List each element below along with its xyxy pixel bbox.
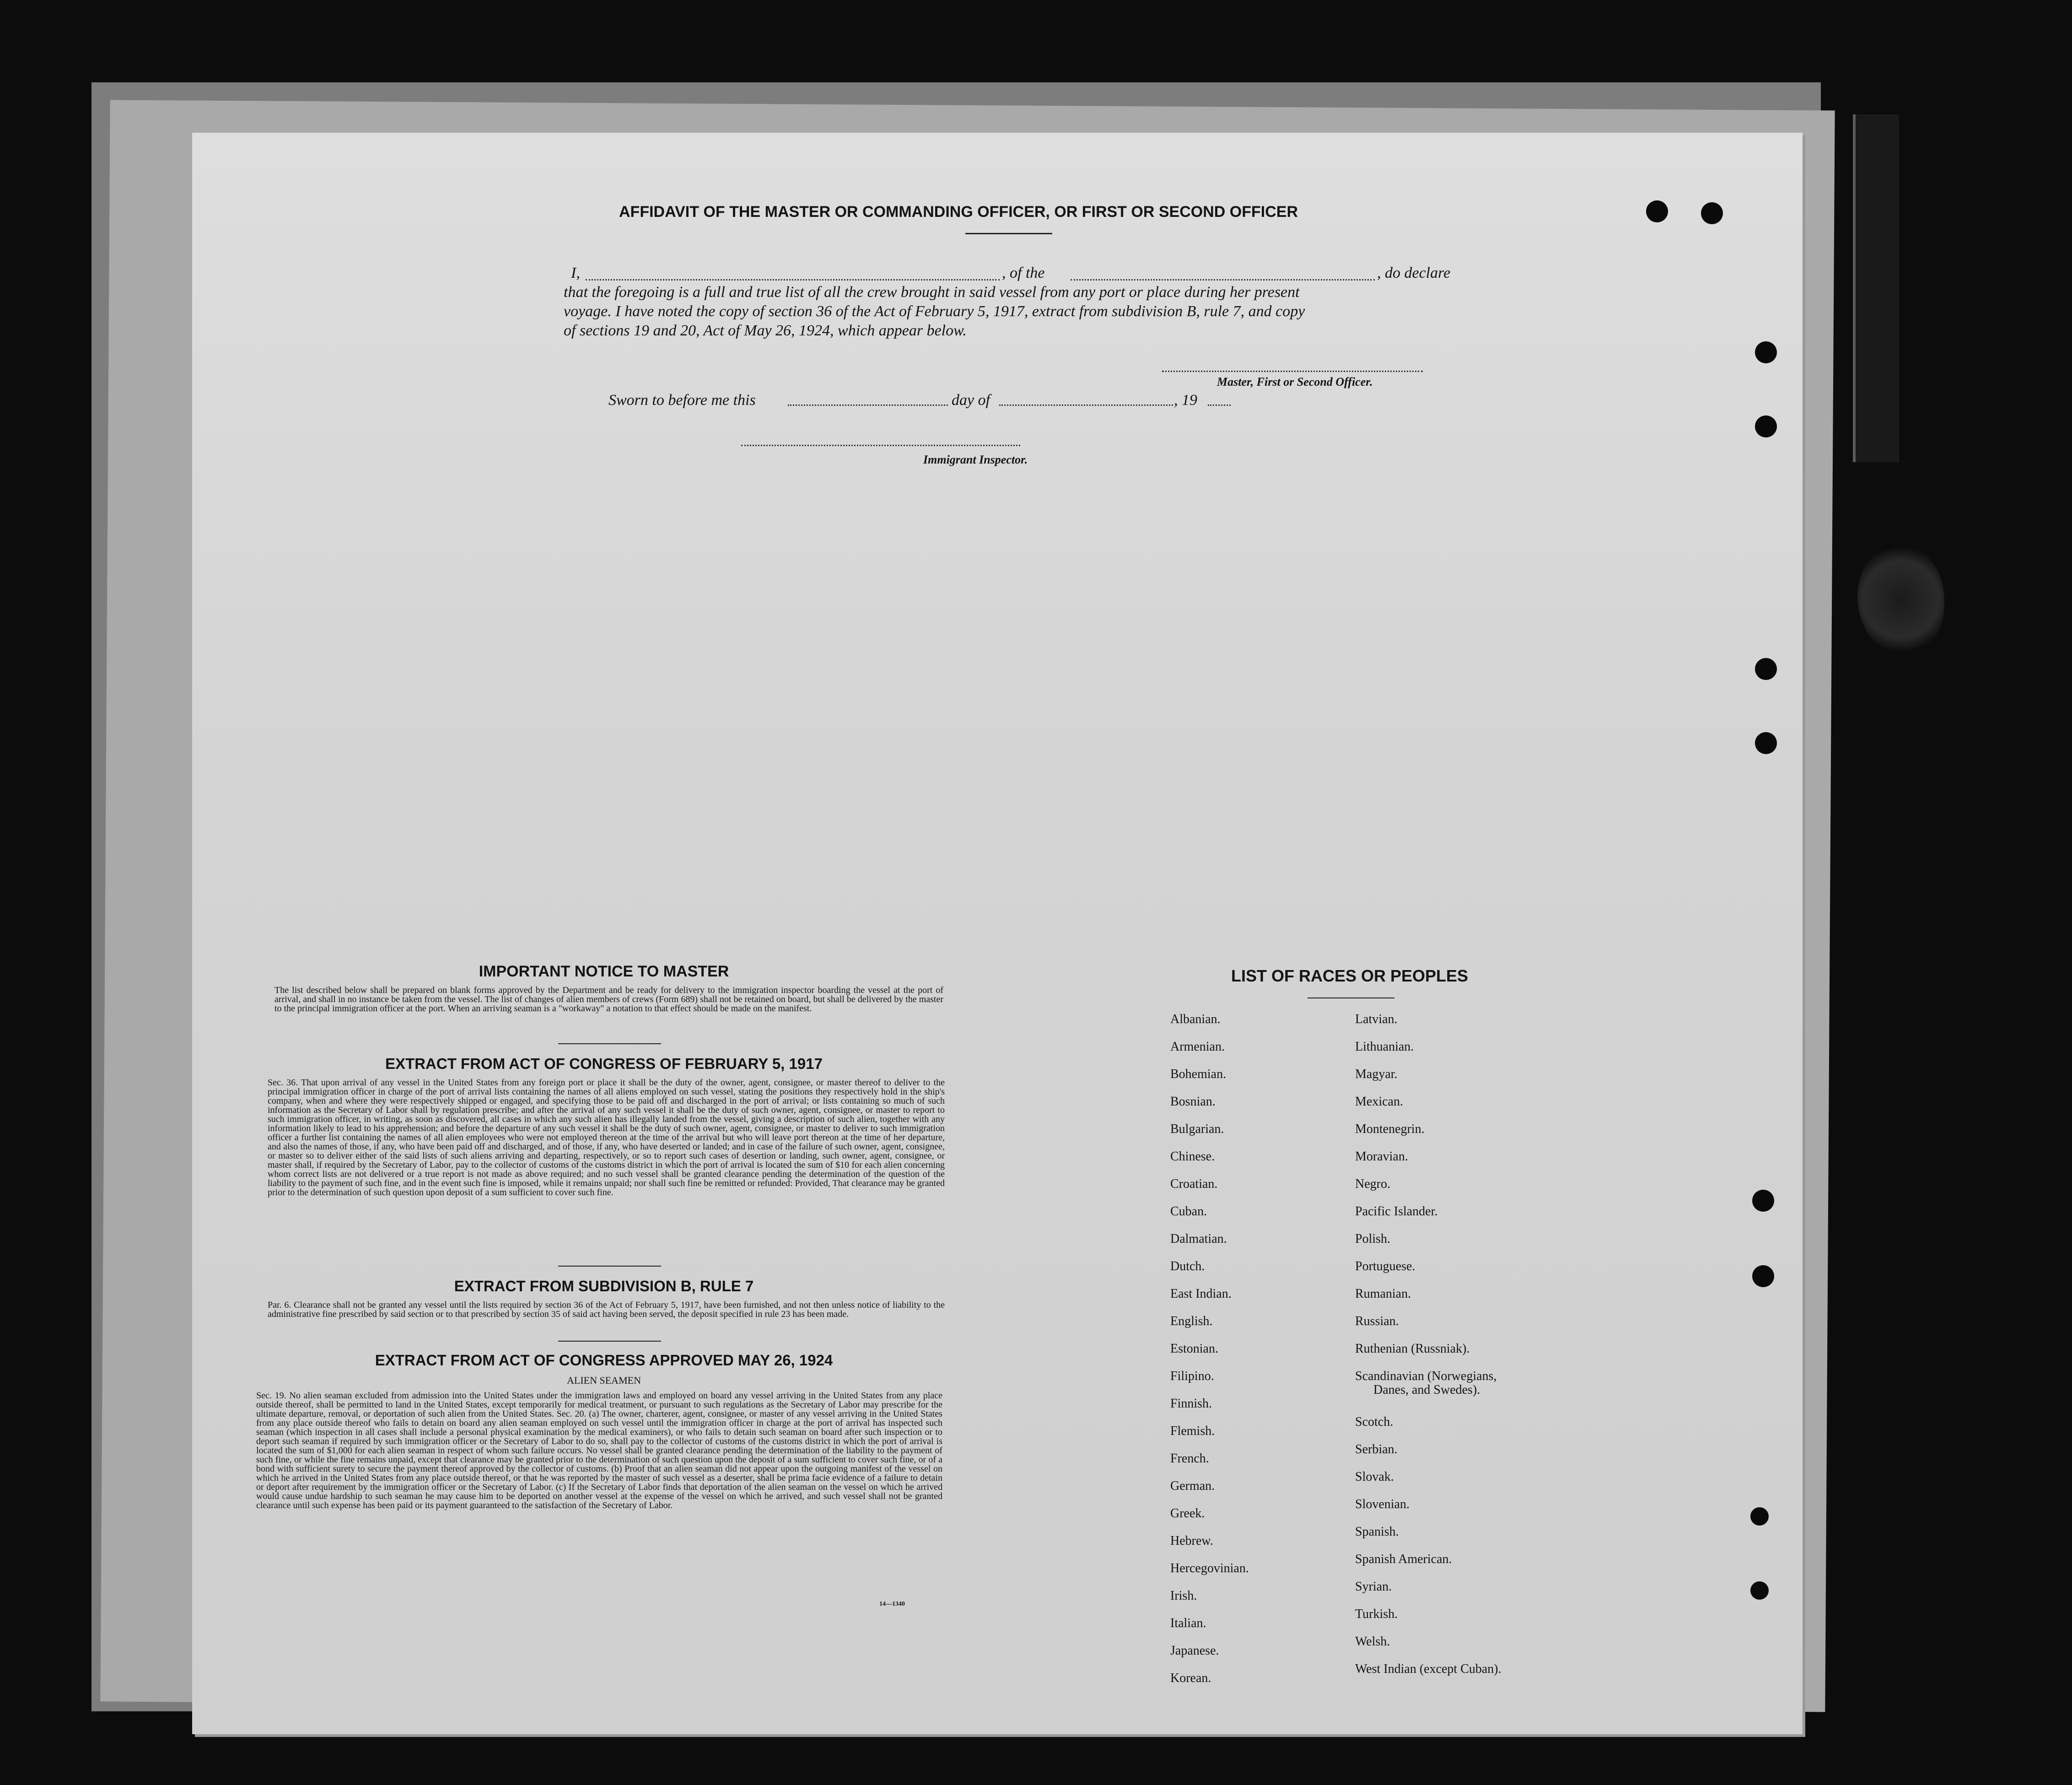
race-item: English. (1170, 1314, 1213, 1328)
race-item: Pacific Islander. (1355, 1204, 1438, 1219)
inspector-signature-line[interactable] (741, 436, 1020, 446)
race-item: Scandinavian (Norwegians, (1355, 1369, 1497, 1383)
race-item: Irish. (1170, 1589, 1197, 1603)
race-item: Negro. (1355, 1177, 1390, 1191)
race-item: Slovak. (1355, 1470, 1394, 1484)
race-item: Syrian. (1355, 1580, 1392, 1594)
vessel-blank-field[interactable] (1071, 266, 1375, 280)
punch-hole (1752, 1265, 1774, 1287)
race-item: Flemish. (1170, 1424, 1215, 1438)
race-item: Korean. (1170, 1671, 1211, 1685)
race-item: Finnish. (1170, 1397, 1212, 1411)
race-item: Serbian. (1355, 1442, 1398, 1456)
race-item: Estonian. (1170, 1342, 1218, 1356)
race-item: Chinese. (1170, 1149, 1215, 1164)
extract-rule7-title: EXTRACT FROM SUBDIVISION B, RULE 7 (454, 1278, 754, 1294)
punch-hole (1752, 1190, 1774, 1212)
races-right-column (1355, 1012, 1502, 1689)
punch-hole (1755, 341, 1777, 363)
extract-1917-text: Sec. 36. That upon arrival of any vessel in the United States from any foreign port or place it shall be the duty of the owner, agent, consignee, or master thereof to deliver to the principal immigration officer in charge of the port of arrival lists containing the names of all aliens employed on such vessel, stating the positions they respectively hold in the ship's company, when and where they were respectively shipped or engaged, and specifying those to be paid off and discharged in the port of arrival; or lists containing so much of such information as the Secretary of Labor shall by regulation prescribe; and after the arrival of any such vessel it shall be the duty of such owner, agent, consignee, or master to report to such immigration officer, in writing, as soon as discovered, all cases in which any such alien has illegally landed from the vessel, giving a description of such alien, together with any information likely to lead to his apprehension; and before the departure of any such vessel it shall be the duty of such owner, agent, consignee, or master to deliver to such immigration officer a further list containing the names of all alien employees who were not employed thereon at the time of the arrival but who will leave port thereon at the time of her departure, and also the names of those, if any, who have been paid off and discharged, and of those, if any, who have deserted or landed; and in case of the failure of such owner, agent, consignee, or master so to deliver either of the said lists of such aliens arriving and departing, respectively, or so to report such cases of desertion or landing, such owner, agent, consignee, or master shall, if required by the Secretary of Labor, pay to the collector of customs of the customs district in which the port of arrival is located the sum of $10 for each alien concerning whom correct lists are not delivered or a true report is not made as above required; and no such vessel shall be granted clearance pending the determination of the question of the liability to the payment of such fine, and in the event such fine is imposed, while it remains unpaid; nor shall such fine be remitted or refunded: Provided, That clearance may be granted prior to the determination of such question upon deposit of a sum sufficient to cover such fine. (268, 1078, 945, 1197)
race-item: Turkish. (1355, 1607, 1398, 1621)
punch-hole (1701, 202, 1723, 224)
race-item: Magyar. (1355, 1067, 1398, 1081)
master-label: Master, First or Second Officer. (1217, 375, 1373, 388)
race-item: Slovenian. (1355, 1497, 1410, 1511)
race-item: Mexican. (1355, 1095, 1403, 1109)
form-number: 14—1340 (879, 1601, 905, 1607)
race-item: Filipino. (1170, 1369, 1214, 1383)
race-item: Bulgarian. (1170, 1122, 1224, 1136)
ink-stain (1857, 545, 1944, 654)
race-item: Dalmatian. (1170, 1232, 1227, 1246)
sworn-start: Sworn to before me this (608, 392, 756, 409)
sworn-end: , 19 (1174, 392, 1197, 409)
punch-hole (1750, 1581, 1769, 1600)
race-item: Greek. (1170, 1506, 1205, 1521)
race-item: Albanian. (1170, 1012, 1221, 1026)
race-item: Polish. (1355, 1232, 1391, 1246)
race-item: Croatian. (1170, 1177, 1218, 1191)
race-item: Hercegovinian. (1170, 1561, 1249, 1575)
sworn-mid: day of (952, 392, 990, 409)
race-item: Portuguese. (1355, 1259, 1415, 1273)
race-item: Armenian. (1170, 1040, 1225, 1054)
extract-1917-title: EXTRACT FROM ACT OF CONGRESS OF FEBRUARY 5, 1917 (385, 1055, 823, 1072)
race-item: Italian. (1170, 1616, 1206, 1630)
notice-text: The list described below shall be prepared on blank forms approved by the Department and be ready for delivery to the immigration inspector boarding the vessel at the port of arrival, and shall in no instance be taken from the vessel. The list of changes of alien members of crews (Form 689) shall not be retained on board, but shall be delivered by the master to the principal immigration officer at the port. When an arriving seaman is a "workaway" a notation to that effect should be made on the manifest. (274, 985, 943, 1014)
sworn-month-field[interactable] (999, 394, 1173, 406)
name-blank-field[interactable] (586, 266, 1000, 280)
race-item: Hebrew. (1170, 1534, 1213, 1548)
race-item: French. (1170, 1451, 1209, 1466)
divider (558, 1341, 661, 1342)
race-item-continued: Danes, and Swedes). (1373, 1383, 1480, 1397)
extract-1924-title: EXTRACT FROM ACT OF CONGRESS APPROVED MAY 26, 1924 (375, 1352, 833, 1369)
master-signature-line[interactable] (1162, 361, 1423, 372)
race-item: Latvian. (1355, 1012, 1398, 1026)
race-item: Cuban. (1170, 1204, 1207, 1219)
race-item: Rumanian. (1355, 1287, 1411, 1301)
affidavit-line1-end: , do declare (1377, 264, 1451, 281)
race-item: Bohemian. (1170, 1067, 1227, 1081)
race-item: East Indian. (1170, 1287, 1232, 1301)
punch-hole (1755, 658, 1777, 680)
inspector-label: Immigrant Inspector. (923, 453, 1028, 466)
race-item: Scotch. (1355, 1415, 1394, 1429)
affidavit-line4: of sections 19 and 20, Act of May 26, 1924, which appear below. (564, 322, 967, 339)
divider (558, 1043, 661, 1044)
race-item: Spanish. (1355, 1525, 1399, 1539)
affidavit-line1-mid: , of the (1002, 264, 1045, 281)
extract-1924-text: Sec. 19. No alien seaman excluded from admission into the United States under the immigration laws and employed on board any vessel arriving in the United States from any place outside thereof, shall be permitted to land in the United States, except temporarily for medical treatment, or pursuant to such regulations as the Secretary of Labor may prescribe for the ultimate departure, removal, or deportation of such alien from the United States. Sec. 20. (a) The owner, charterer, agent, consignee, or master of any vessel arriving in the United States from any place outside thereof who fails to detain on board any alien seaman employed on such vessel until the immigration officer in charge at the port of arrival has inspected such seaman (which inspection in all cases shall include a personal physical examination by the medical examiners), or who fails to detain such seaman on board after such inspection or to deport such seaman if required by such immigration officer or the Secretary of Labor to do so, shall pay to the collector of customs of the customs district in which the port of arrival is located the sum of $1,000 for each alien seaman in respect of whom such failure occurs. No vessel shall be granted clearance pending the determination of the liability to the payment of such fine, or while the fine remains unpaid, except that clearance may be granted prior to the determination of such question upon the deposit of a sum sufficient to cover such fine, or of a bond with sufficient surety to secure the payment thereof approved by the collector of customs. (b) Proof that an alien seaman did not appear upon the outgoing manifest of the vessel on which he arrived in the United States from any place outside thereof, or that he was reported by the master of such vessel as a deserter, shall be prima facie evidence of a failure to detain or deport after requirement by the immigration officer or the Secretary of Labor. (c) If the Secretary of Labor finds that deportation of the alien seaman on the vessel on which he arrived would cause undue hardship to such seaman he may cause him to be deported on another vessel at the expense of the vessel on which he arrived, and such vessel shall not be granted clearance until such expense has been paid or its payment guaranteed to the satisfaction of the Secretary of Labor. (256, 1391, 942, 1510)
race-item: Bosnian. (1170, 1095, 1216, 1109)
affidavit-title: AFFIDAVIT OF THE MASTER OR COMMANDING OFFICER, OR FIRST OR SECOND OFFICER (619, 203, 1298, 221)
divider (558, 1266, 661, 1267)
extract-rule7-text: Par. 6. Clearance shall not be granted any vessel until the lists required by section 36 of the Act of February 5, 1917, have been furnished, and not then unless notice of liability to the administrative fine prescribed by said section or to that prescribed by section 35 of said act having been served, the deposit specified in rule 23 has been made. (268, 1300, 945, 1319)
race-item: West Indian (except Cuban). (1355, 1662, 1502, 1676)
punch-hole (1755, 732, 1777, 754)
race-item: Ruthenian (Russniak). (1355, 1342, 1470, 1356)
race-item: Dutch. (1170, 1259, 1205, 1273)
notice-title: IMPORTANT NOTICE TO MASTER (479, 963, 729, 980)
affidavit-line3: voyage. I have noted the copy of section 36 of the Act of February 5, 1917, extract from subdivision B, rule 7, and copy (564, 303, 1305, 320)
punch-hole (1646, 200, 1668, 222)
race-item: Welsh. (1355, 1634, 1390, 1649)
race-item: Spanish American. (1355, 1552, 1452, 1566)
punch-hole (1755, 415, 1777, 437)
binding-edge (1853, 114, 1899, 462)
race-item: Moravian. (1355, 1149, 1408, 1164)
extract-1924-subtitle: ALIEN SEAMEN (567, 1375, 641, 1386)
race-item: Lithuanian. (1355, 1040, 1414, 1054)
race-item: Japanese. (1170, 1644, 1219, 1658)
race-item: German. (1170, 1479, 1215, 1493)
races-left-column (1170, 1012, 1249, 1699)
races-title: LIST OF RACES OR PEOPLES (1231, 966, 1469, 985)
sworn-year-field[interactable] (1208, 394, 1231, 406)
divider (965, 233, 1052, 234)
sworn-day-field[interactable] (788, 394, 948, 406)
race-item: Russian. (1355, 1314, 1399, 1328)
punch-hole (1750, 1507, 1769, 1526)
race-item: Montenegrin. (1355, 1122, 1425, 1136)
affidavit-line1-start: I, (571, 264, 580, 281)
affidavit-line2: that the foregoing is a full and true list of all the crew brought in said vessel from any port or place during her present (564, 284, 1300, 301)
